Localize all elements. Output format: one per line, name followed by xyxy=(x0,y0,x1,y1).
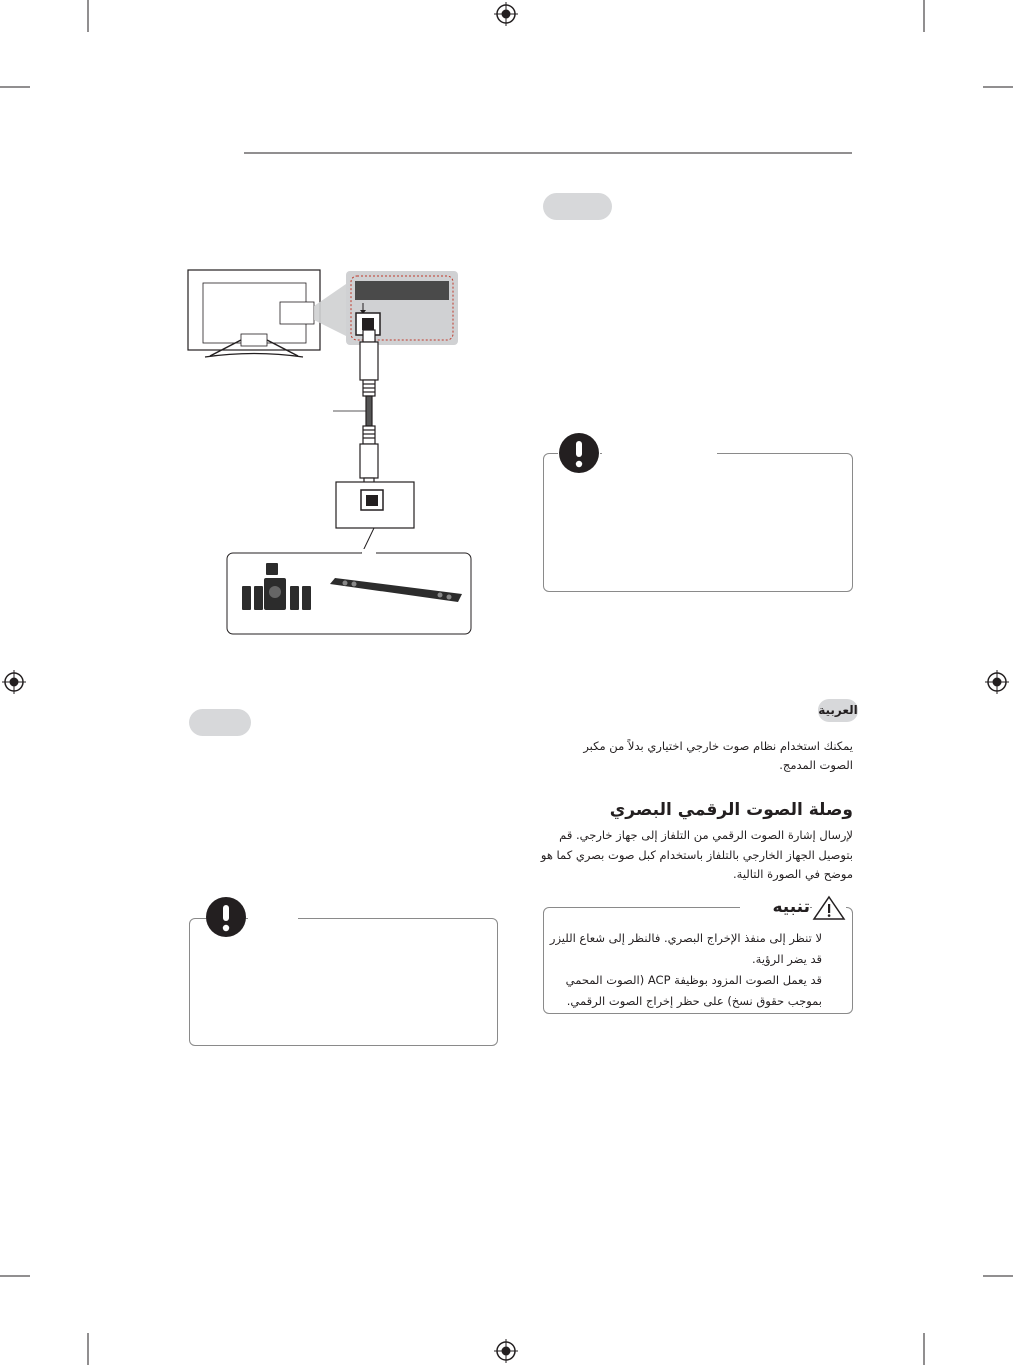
language-badge: العربية xyxy=(818,699,858,722)
tv-rear-illustration xyxy=(188,270,320,357)
audio-device-port xyxy=(336,482,414,553)
section-body: لإرسال إشارة الصوت الرقمي من التلفاز إلى جهاز خارجي. قم بتوصيل الجهاز الخارجي بالتلفاز باستخدام كبل صوت بصري كما هو موضح في الصورة التالية. xyxy=(540,828,853,881)
intro-paragraph: يمكنك استخدام نظام صوت خارجي اختياري بدلاً من مكبر الصوت المدمج. xyxy=(583,739,853,772)
warning-triangle-icon xyxy=(812,894,846,922)
exclamation-note-icon xyxy=(558,432,600,474)
section-title: وصلة الصوت الرقمي البصري xyxy=(609,800,853,820)
caution-item: لا تنظر إلى منفذ الإخراج البصري. فالنظر إلى شعاع الليزر قد يضر الرؤية. xyxy=(549,931,822,966)
optical-cable xyxy=(360,330,378,490)
caution-list xyxy=(540,928,822,1012)
caution-title: تنبيه xyxy=(740,893,810,921)
caution-item: قد يعمل الصوت المزود بوظيفة ACP (الصوت المحمي بموجب حقوق نسخ) على حظر إخراج الصوت الرقمي. xyxy=(565,973,822,1008)
audio-systems-illustration xyxy=(227,549,471,634)
note-divider xyxy=(602,452,717,456)
note-divider xyxy=(248,916,298,920)
exclamation-note-icon xyxy=(205,896,247,938)
